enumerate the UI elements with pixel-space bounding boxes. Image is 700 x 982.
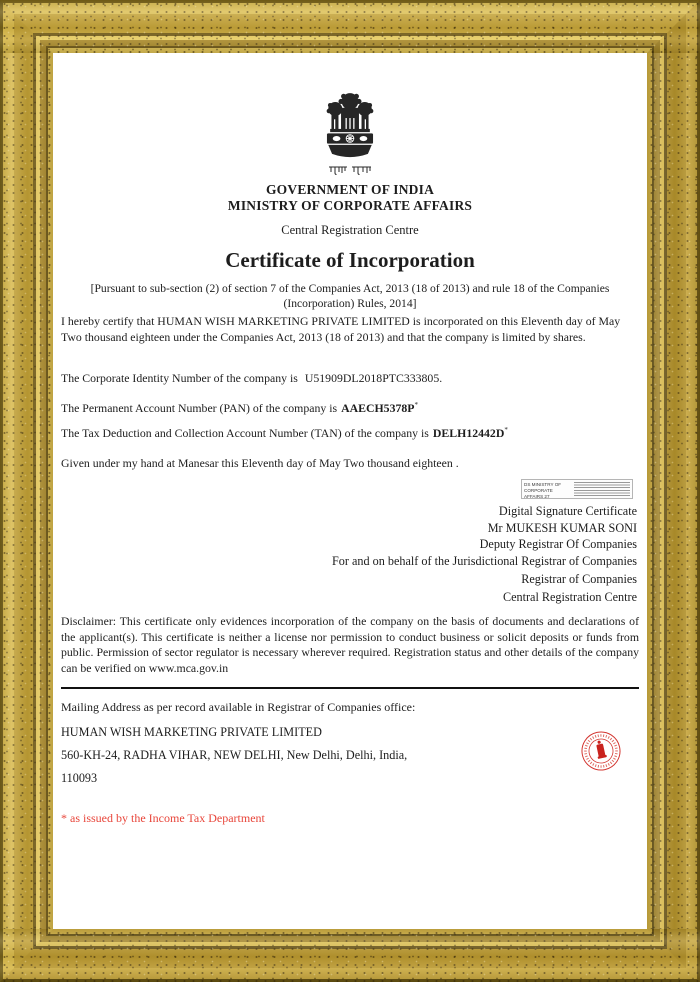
mailing-street-address: 560-KH-24, RADHA VIHAR, NEW DELHI, New Delhi, Delhi, India, [61,747,408,762]
pan-footnote-marker: * [414,401,418,410]
pan-label: The Permanent Account Number (PAN) of the company is [61,401,338,416]
pan-value: AAECH5378P [341,401,415,416]
pursuant-clause: [Pursuant to sub-section (2) of section 7 of the Companies Act, 2013 (18 of 2013) and rule 18 of the Companies (Incorporation) Rules, 2014] [90,281,610,311]
certification-paragraph: I hereby certify that HUMAN WISH MARKETING PRIVATE LIMITED is incorporated on this Eleventh day of May Two thousand eighteen under the Companies Act, 2013 (18 of 2013) and that the company is limited by shares. [61,314,621,345]
registrar-red-seal [579,728,623,774]
tan-line [61,426,639,441]
ashoka-emblem-icon [61,89,639,175]
signature-line: Central Registration Centre [502,590,637,605]
digital-signature-stamp [521,479,633,499]
signature-block [61,503,639,606]
mailing-address-section [61,700,639,786]
mailing-pincode: 110093 [61,770,98,785]
cin-label: The Corporate Identity Number of the company is [61,371,298,386]
disclaimer-paragraph: Disclaimer: This certificate only evidences incorporation of the company on the basis of documents and declarations of the applicant(s). This certificate is neither a license nor permission to conduct business or solicit deposits or funds from public. Permission of sector regulator is necessary wherever required. Registration status and other details of the company can be verified on www.mca.gov.in [61,613,639,675]
signature-line: Registrar of Companies [521,571,637,586]
income-tax-footnote: * as issued by the Income Tax Department [61,810,265,825]
registration-centre-line: Central Registration Centre [281,222,419,237]
dsc-signer-text: DS MINISTRY OF CORPORATE AFFAIRS 27 [524,482,562,499]
mailing-address-heading: Mailing Address as per record available in Registrar of Companies office: [61,699,416,714]
emblem-motto [61,165,639,175]
tan-footnote-marker: * [504,426,508,435]
mailing-company-name: HUMAN WISH MARKETING PRIVATE LIMITED [61,724,322,739]
government-line: GOVERNMENT OF INDIA [265,182,435,197]
given-under-hand-line: Given under my hand at Manesar this Eleventh day of May Two thousand eighteen . [61,456,459,471]
cin-value: U51909DL2018PTC333805. [304,371,443,386]
section-divider [61,687,639,689]
dsc-details-text [574,482,630,496]
tan-label: The Tax Deduction and Collection Account Number (TAN) of the company is [61,426,429,441]
pan-line [61,401,639,416]
ministry-line: MINISTRY OF CORPORATE AFFAIRS [227,197,473,213]
signature-line: Digital Signature Certificate [498,504,637,519]
tan-value: DELH12442D [432,426,505,441]
signature-line: Mr MUKESH KUMAR SONI [487,520,637,535]
signature-line: For and on behalf of the Jurisdictional Registrar of Companies [332,554,637,569]
dsc-row [61,479,639,501]
signature-line: Deputy Registrar Of Companies [479,537,637,552]
cin-line [61,371,639,386]
certificate-title: Certificate of Incorporation [225,247,475,272]
certificate-paper [53,53,647,929]
